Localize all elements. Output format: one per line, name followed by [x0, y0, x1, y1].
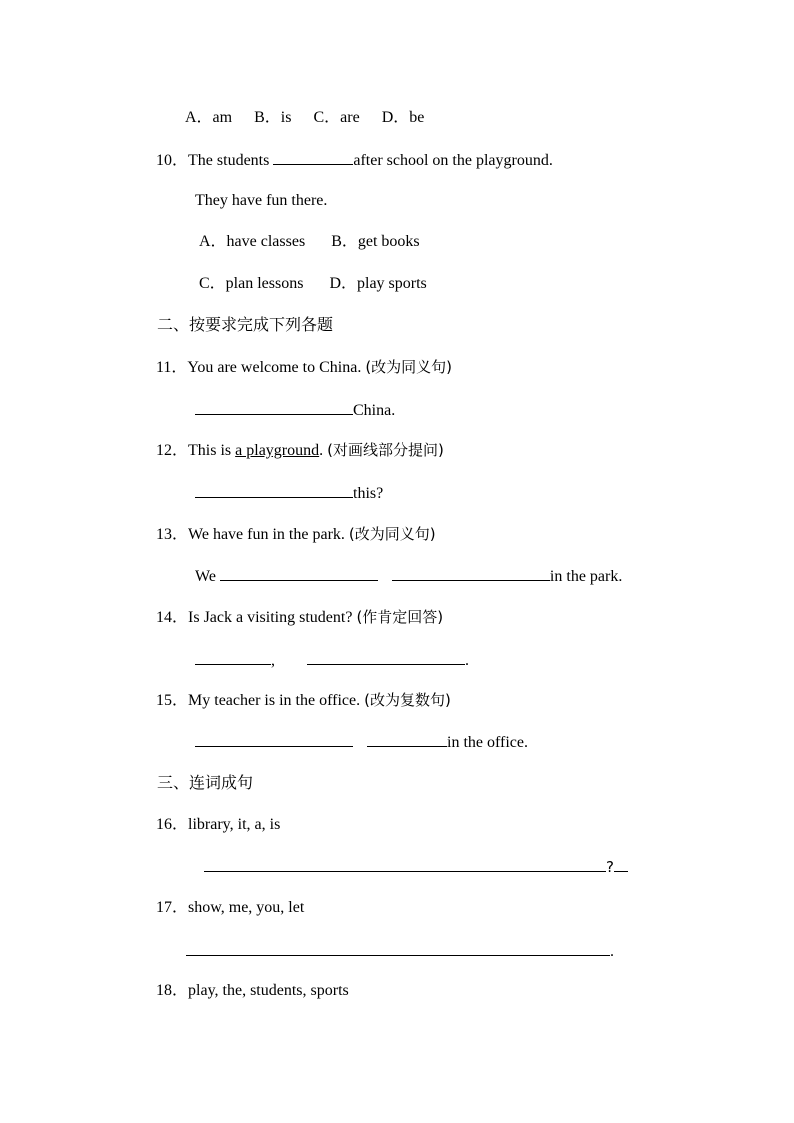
answer-blank-tail — [614, 856, 628, 872]
q10-option-d: D．play sports — [329, 275, 427, 292]
answer-blank-2[interactable] — [307, 649, 465, 665]
question-instruction: (改为复数句) — [364, 691, 451, 709]
question-10 — [156, 149, 553, 169]
question-11-answer — [195, 399, 395, 419]
question-text: The students — [188, 152, 274, 169]
question-text: This is — [188, 442, 236, 459]
question-10-options-row1 — [199, 232, 420, 252]
question-number: 13． — [156, 526, 189, 543]
question-13 — [156, 524, 436, 544]
q10-option-a: A．have classes — [199, 233, 306, 250]
question-number: 15． — [156, 692, 189, 709]
answer-text: in the park. — [549, 568, 623, 585]
answer-blank-2[interactable] — [367, 731, 447, 747]
question-13-answer — [195, 565, 622, 585]
question-text: You are welcome to China. — [187, 359, 366, 376]
q9-option-a: A．am — [185, 109, 233, 126]
question-12 — [156, 440, 444, 460]
answer-blank-1[interactable] — [195, 649, 271, 665]
question-15-answer — [195, 731, 528, 751]
word-list: play, the, students, sports — [188, 982, 349, 999]
question-10-line2: They have fun there. — [195, 192, 328, 209]
question-18 — [156, 981, 349, 1001]
question-number: 17． — [156, 899, 189, 916]
question-number: 18． — [156, 982, 189, 999]
question-instruction: (作肯定回答) — [356, 608, 444, 626]
answer-blank[interactable] — [186, 940, 610, 956]
answer-text: We — [195, 568, 220, 585]
q10-option-b: B．get books — [331, 233, 420, 250]
answer-text: in the office. — [447, 734, 529, 751]
question-instruction: (改为同义句) — [365, 358, 453, 376]
answer-blank[interactable] — [195, 482, 353, 498]
question-text: Is Jack a visiting student? — [188, 609, 357, 626]
answer-blank-1[interactable] — [195, 731, 353, 747]
punctuation: . — [465, 652, 469, 669]
word-list: show, me, you, let — [188, 899, 305, 916]
answer-blank-2[interactable] — [392, 565, 550, 581]
question-17-answer — [186, 940, 614, 960]
question-14 — [156, 607, 443, 627]
question-number: 16． — [156, 816, 189, 833]
question-number: 14． — [156, 609, 189, 626]
question-text: . — [319, 442, 328, 459]
question-number: 12． — [156, 442, 189, 459]
question-number: 10． — [156, 152, 189, 169]
end-mark: ? — [606, 858, 614, 876]
question-11 — [156, 357, 452, 377]
question-text: We have fun in the park. — [188, 526, 349, 543]
q9-option-d: D．be — [381, 109, 425, 126]
answer-blank[interactable] — [195, 399, 353, 415]
question-14-answer — [195, 649, 469, 669]
question-10-options-row2 — [199, 274, 427, 294]
answer-text: China. — [353, 402, 396, 419]
answer-text: this? — [353, 485, 384, 502]
question-text: My teacher is in the office. — [188, 692, 365, 709]
section-2-heading: 二、按要求完成下列各题 — [157, 315, 334, 334]
question-instruction: (对画线部分提问) — [327, 441, 444, 459]
answer-blank[interactable] — [204, 856, 606, 872]
answer-blank[interactable] — [273, 149, 353, 165]
question-15 — [156, 690, 451, 710]
question-text: after school on the playground. — [353, 152, 553, 169]
q9-option-b: B．is — [254, 109, 292, 126]
question-number: 11． — [156, 359, 188, 376]
underlined-part: a playground — [235, 442, 320, 459]
question-16 — [156, 815, 280, 835]
word-list: library, it, a, is — [188, 816, 281, 833]
q9-option-c: C．are — [313, 109, 360, 126]
q9-options — [185, 108, 424, 128]
question-12-answer — [195, 482, 383, 502]
question-17 — [156, 898, 304, 918]
section-3-heading: 三、连词成句 — [157, 773, 254, 792]
question-instruction: (改为同义句) — [348, 525, 436, 543]
answer-blank-1[interactable] — [220, 565, 378, 581]
q10-option-c: C．plan lessons — [199, 275, 304, 292]
end-mark: . — [610, 943, 614, 960]
punctuation: , — [271, 652, 275, 669]
question-16-answer — [204, 856, 628, 876]
